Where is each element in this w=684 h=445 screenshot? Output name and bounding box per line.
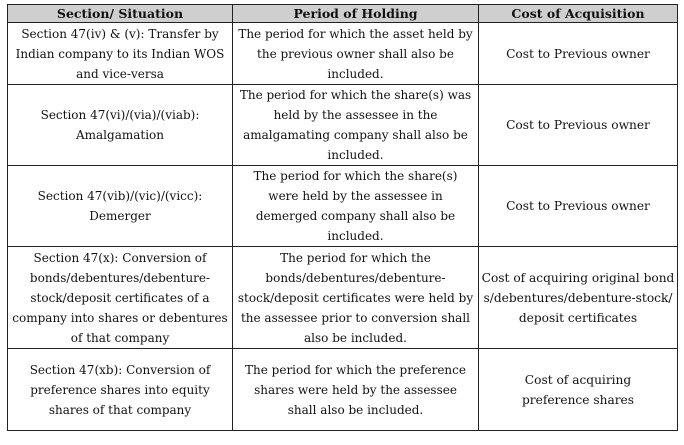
header-section: Section/ Situation [8, 5, 233, 23]
section-cell: Section 47(x): Conversion of bonds/debentures/debenture-stock/deposit certificates of a company into shares or debentures of that company [8, 247, 233, 349]
section-cell: Section 47(vi)/(via)/(viab): Amalgamation [8, 85, 233, 166]
period-cell: The period for which the preference shares were held by the assessee shall also be included. [233, 349, 479, 431]
cost-cell: Cost to Previous owner [479, 85, 678, 166]
period-cell: The period for which the bonds/debentures/debenture-stock/deposit certificates were held by the assessee prior to conversion shall also be included. [233, 247, 479, 349]
period-cell: The period for which the share(s) were held by the assessee in demerged company shall also be included. [233, 166, 479, 247]
table-row [8, 166, 678, 247]
section-cell: Section 47(xb): Conversion of preference shares into equity shares of that company [8, 349, 233, 431]
header-cost: Cost of Acquisition [479, 5, 678, 23]
table-row [8, 247, 678, 349]
section-cell: Section 47(iv) & (v): Transfer by Indian company to its Indian WOS and vice-versa [8, 23, 233, 85]
cost-cell: Cost of acquiring preference shares [479, 349, 678, 431]
cost-cell: Cost of acquiring original bonds/debentures/debenture-stock/deposit certificates [479, 247, 678, 349]
cost-cell: Cost to Previous owner [479, 166, 678, 247]
period-cell: The period for which the asset held by the previous owner shall also be included. [233, 23, 479, 85]
table-row [8, 85, 678, 166]
cost-cell: Cost to Previous owner [479, 23, 678, 85]
table-row [8, 349, 678, 431]
table-row [8, 23, 678, 85]
period-cell: The period for which the share(s) was held by the assessee in the amalgamating company shall also be included. [233, 85, 479, 166]
holding-period-table [7, 4, 678, 431]
header-period: Period of Holding [233, 5, 479, 23]
section-cell: Section 47(vib)/(vic)/(vicc): Demerger [8, 166, 233, 247]
table-header-row [8, 5, 678, 23]
